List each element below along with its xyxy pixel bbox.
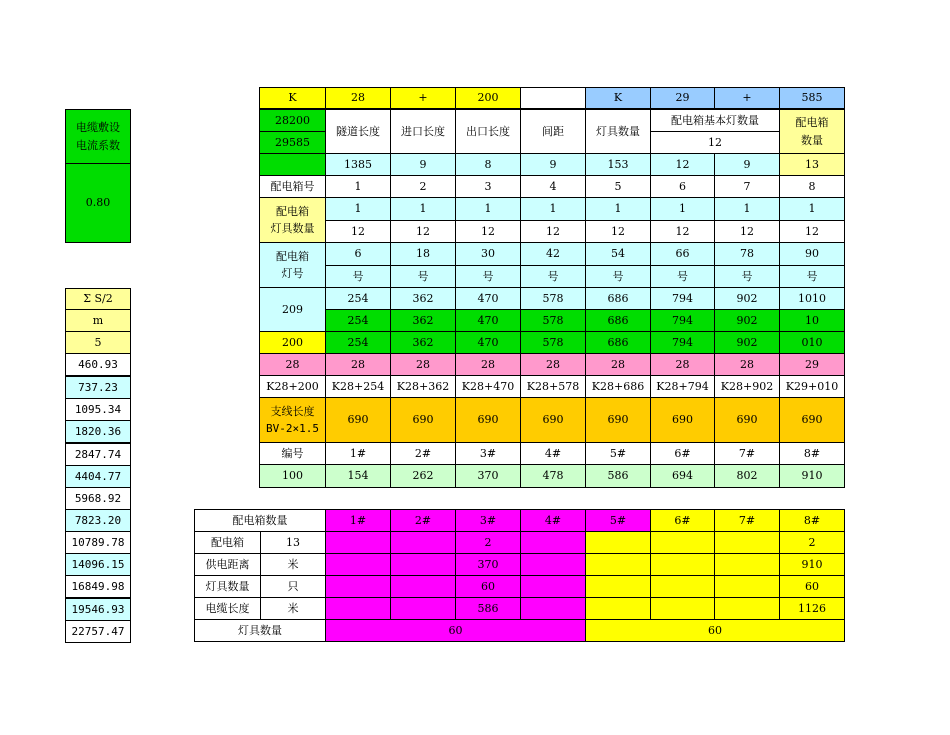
header-cell: + <box>390 87 456 109</box>
distance-value: 154 <box>325 464 391 488</box>
km-value: 29 <box>779 353 845 376</box>
summary-value: 9 <box>714 153 780 176</box>
lower-cell <box>585 597 651 620</box>
dist200-value: 686 <box>585 331 651 354</box>
lower-cell: 60 <box>455 575 521 598</box>
lamp-no-value: 90 <box>779 242 845 266</box>
branch-value: 690 <box>520 397 586 443</box>
lower-cell <box>520 553 586 576</box>
lower-total-label: 灯具数量 <box>194 619 326 642</box>
lower-cell <box>520 597 586 620</box>
summary-value: 8 <box>455 153 521 176</box>
numbering-value: 3# <box>455 442 521 465</box>
box-no-value: 2 <box>390 175 456 198</box>
box-base-label: 配电箱基本灯数量 <box>650 109 780 132</box>
lower-cell <box>325 553 391 576</box>
box-lamps-total: 12 <box>520 220 586 243</box>
header-cell: + <box>714 87 780 109</box>
dist-value: 1010 <box>779 287 845 310</box>
lower-box-label: 5# <box>585 509 651 532</box>
header-cell: 585 <box>779 87 845 109</box>
box-no-label: 配电箱号 <box>259 175 326 198</box>
lamp-no-value: 54 <box>585 242 651 266</box>
dist200-value: 254 <box>325 331 391 354</box>
box-count-title-line1: 配电箱 <box>795 116 829 130</box>
lower-box-label: 2# <box>390 509 456 532</box>
box-lamps-total: 12 <box>325 220 391 243</box>
lower-cell <box>650 531 715 554</box>
lower-cell: 1126 <box>779 597 845 620</box>
km-value: 28 <box>455 353 521 376</box>
sum-value: 19546.93 <box>65 598 131 621</box>
lower-row-label: 供电距离 <box>194 553 261 576</box>
lower-cell: 370 <box>455 553 521 576</box>
lamp-no-value: 30 <box>455 242 521 266</box>
lower-cell <box>325 575 391 598</box>
dist-value: 686 <box>585 287 651 310</box>
numbering-label: 编号 <box>259 442 326 465</box>
sum-value: 1095.34 <box>65 398 131 421</box>
coeff-value: 0.80 <box>65 163 131 243</box>
lower-cell <box>714 531 780 554</box>
box-lamps-label-line1: 配电箱 <box>276 204 309 218</box>
km-value: 28 <box>520 353 586 376</box>
start-station: 28200 <box>259 109 326 132</box>
lower-cell: 2 <box>455 531 521 554</box>
distance-value: 802 <box>714 464 780 488</box>
distance-value: 100 <box>259 464 326 488</box>
dist200-value: 362 <box>390 331 456 354</box>
dist200-value: 578 <box>520 331 586 354</box>
lamp-no-value: 66 <box>650 242 715 266</box>
lamp-no-suffix: 号 <box>779 265 845 288</box>
box-no-value: 5 <box>585 175 651 198</box>
title-exit_length: 出口长度 <box>455 109 521 154</box>
summary-value: 9 <box>520 153 586 176</box>
branch-value: 690 <box>585 397 651 443</box>
lower-cell <box>390 597 456 620</box>
km-value: 28 <box>259 353 326 376</box>
dist200-value: 010 <box>779 331 845 354</box>
box-lamps-total: 12 <box>779 220 845 243</box>
dist-value-mod: 794 <box>650 309 715 332</box>
lamp-no-value: 42 <box>520 242 586 266</box>
box-lamps-total: 12 <box>714 220 780 243</box>
sum-value: 2847.74 <box>65 443 131 466</box>
lower-cell <box>650 553 715 576</box>
box-lamps-label-line2: 灯具数量 <box>270 222 315 235</box>
dist200-value: 902 <box>714 331 780 354</box>
coeff-label <box>65 109 131 164</box>
summary-value: 1385 <box>325 153 391 176</box>
sum-value: 4404.77 <box>65 465 131 488</box>
dist-value-mod: 254 <box>325 309 391 332</box>
lower-cell <box>390 553 456 576</box>
distance-value: 586 <box>585 464 651 488</box>
summary-value: 13 <box>779 153 845 176</box>
lamp-no-value: 18 <box>390 242 456 266</box>
lamp-no-label-line2: 灯号 <box>281 267 304 280</box>
sum-value: 460.93 <box>65 353 131 376</box>
summary-blank <box>259 153 326 176</box>
dist-value-mod: 470 <box>455 309 521 332</box>
header-cell: K <box>259 87 326 109</box>
lower-cell: 60 <box>779 575 845 598</box>
box-base-value: 12 <box>650 131 780 154</box>
box-no-value: 6 <box>650 175 715 198</box>
sum-value: 22757.47 <box>65 620 131 643</box>
numbering-value: 2# <box>390 442 456 465</box>
lamp-no-label-line1: 配电箱 <box>276 249 309 263</box>
sum-value: 16849.98 <box>65 575 131 598</box>
box-no-value: 7 <box>714 175 780 198</box>
box-no-value: 8 <box>779 175 845 198</box>
km-value: 28 <box>390 353 456 376</box>
box-lamps-value: 1 <box>390 197 456 221</box>
dist200-value: 794 <box>650 331 715 354</box>
lower-row-label: 电缆长度 <box>194 597 261 620</box>
lower-row-label: 灯具数量 <box>194 575 261 598</box>
lower-cell <box>714 597 780 620</box>
dist-value-mod: 578 <box>520 309 586 332</box>
lower-cell <box>714 575 780 598</box>
lower-cell: 586 <box>455 597 521 620</box>
distance-value: 694 <box>650 464 715 488</box>
sum-value: 737.23 <box>65 376 131 399</box>
summary-value: 9 <box>390 153 456 176</box>
dist-value-mod: 902 <box>714 309 780 332</box>
header-cell <box>520 87 586 109</box>
dist-value: 578 <box>520 287 586 310</box>
distance-value: 478 <box>520 464 586 488</box>
lower-box-label: 4# <box>520 509 586 532</box>
title-spacing: 间距 <box>520 109 586 154</box>
station-label: K28+686 <box>585 375 651 398</box>
lamp-no-suffix: 号 <box>650 265 715 288</box>
dist-value: 362 <box>390 287 456 310</box>
five-label: 5 <box>65 331 131 354</box>
distance-value: 262 <box>390 464 456 488</box>
box-no-value: 4 <box>520 175 586 198</box>
lower-cell <box>714 553 780 576</box>
lower-cell <box>520 575 586 598</box>
branch-value: 690 <box>714 397 780 443</box>
box-lamps-value: 1 <box>650 197 715 221</box>
lower-box-label: 7# <box>714 509 780 532</box>
station-label: K29+010 <box>779 375 845 398</box>
lamp-no-label <box>259 242 326 288</box>
dist200-value: 470 <box>455 331 521 354</box>
title-tunnel_length: 隧道长度 <box>325 109 391 154</box>
lower-total-m: 60 <box>325 619 586 642</box>
lower-box-label: 3# <box>455 509 521 532</box>
lower-cell: 2 <box>779 531 845 554</box>
coeff-label-line2: 电流系数 <box>76 138 120 152</box>
lower-row-label: 配电箱 <box>194 531 261 554</box>
distance-value: 370 <box>455 464 521 488</box>
dist-value: 254 <box>325 287 391 310</box>
box-lamps-value: 1 <box>520 197 586 221</box>
header-cell: 28 <box>325 87 391 109</box>
lower-row-unit: 只 <box>260 575 326 598</box>
lower-cell <box>390 531 456 554</box>
lamp-no-suffix: 号 <box>714 265 780 288</box>
distance-value: 910 <box>779 464 845 488</box>
branch-value: 690 <box>779 397 845 443</box>
title-lamp_count: 灯具数量 <box>585 109 651 154</box>
station-label: K28+254 <box>325 375 391 398</box>
lower-box-label: 1# <box>325 509 391 532</box>
dist-value-mod: 686 <box>585 309 651 332</box>
box-lamps-total: 12 <box>585 220 651 243</box>
lower-total-y: 60 <box>585 619 845 642</box>
lower-cell <box>325 597 391 620</box>
lower-cell <box>585 531 651 554</box>
box-count-title-line2: 数量 <box>801 133 823 147</box>
box-lamps-value: 1 <box>455 197 521 221</box>
dist-label: 209 <box>259 287 326 332</box>
sum-value: 1820.36 <box>65 420 131 443</box>
numbering-value: 5# <box>585 442 651 465</box>
lamp-no-value: 78 <box>714 242 780 266</box>
branch-value: 690 <box>650 397 715 443</box>
branch-label <box>259 397 326 443</box>
header-cell: K <box>585 87 651 109</box>
box-count-title <box>779 109 845 154</box>
lower-title: 配电箱数量 <box>194 509 326 532</box>
km-value: 28 <box>650 353 715 376</box>
station-label: K28+578 <box>520 375 586 398</box>
title-entry_length: 进口长度 <box>390 109 456 154</box>
sum-value: 14096.15 <box>65 553 131 576</box>
lamp-no-suffix: 号 <box>520 265 586 288</box>
numbering-value: 7# <box>714 442 780 465</box>
summary-value: 12 <box>650 153 715 176</box>
branch-label-line1: 支线长度 <box>270 404 315 418</box>
lower-box-label: 6# <box>650 509 715 532</box>
box-lamps-total: 12 <box>390 220 456 243</box>
dist200-label: 200 <box>259 331 326 354</box>
lower-cell <box>390 575 456 598</box>
lower-cell: 910 <box>779 553 845 576</box>
sum-value: 7823.20 <box>65 509 131 532</box>
dist-value: 470 <box>455 287 521 310</box>
numbering-value: 4# <box>520 442 586 465</box>
branch-value: 690 <box>325 397 391 443</box>
sum-value: 5968.92 <box>65 487 131 510</box>
lower-cell <box>585 575 651 598</box>
box-lamps-value: 1 <box>325 197 391 221</box>
lamp-no-value: 6 <box>325 242 391 266</box>
lamp-no-suffix: 号 <box>455 265 521 288</box>
branch-label-line2: BV-2×1.5 <box>266 422 319 435</box>
box-lamps-value: 1 <box>779 197 845 221</box>
numbering-value: 1# <box>325 442 391 465</box>
km-value: 28 <box>714 353 780 376</box>
branch-value: 690 <box>390 397 456 443</box>
lamp-no-suffix: 号 <box>325 265 391 288</box>
km-value: 28 <box>325 353 391 376</box>
lower-box-label: 8# <box>779 509 845 532</box>
lamp-no-suffix: 号 <box>585 265 651 288</box>
station-label: K28+794 <box>650 375 715 398</box>
lower-row-unit: 13 <box>260 531 326 554</box>
box-no-value: 3 <box>455 175 521 198</box>
dist-value: 902 <box>714 287 780 310</box>
lower-cell <box>520 531 586 554</box>
unit-label: m <box>65 309 131 332</box>
numbering-value: 8# <box>779 442 845 465</box>
box-lamps-value: 1 <box>714 197 780 221</box>
lamp-no-suffix: 号 <box>390 265 456 288</box>
branch-value: 690 <box>455 397 521 443</box>
station-label: K28+902 <box>714 375 780 398</box>
lower-cell <box>585 553 651 576</box>
box-lamps-total: 12 <box>455 220 521 243</box>
end-station: 29585 <box>259 131 326 154</box>
station-label: K28+200 <box>259 375 326 398</box>
box-lamps-value: 1 <box>585 197 651 221</box>
lower-row-unit: 米 <box>260 597 326 620</box>
dist-value-mod: 10 <box>779 309 845 332</box>
dist-value-mod: 362 <box>390 309 456 332</box>
header-cell: 200 <box>455 87 521 109</box>
lower-cell <box>650 575 715 598</box>
lower-row-unit: 米 <box>260 553 326 576</box>
box-lamps-total: 12 <box>650 220 715 243</box>
sum-label: Σ S/2 <box>65 288 131 310</box>
station-label: K28+362 <box>390 375 456 398</box>
lower-cell <box>325 531 391 554</box>
lower-cell <box>650 597 715 620</box>
coeff-label-line1: 电缆敷设 <box>76 121 120 135</box>
numbering-value: 6# <box>650 442 715 465</box>
header-cell: 29 <box>650 87 715 109</box>
summary-value: 153 <box>585 153 651 176</box>
dist-value: 794 <box>650 287 715 310</box>
box-no-value: 1 <box>325 175 391 198</box>
km-value: 28 <box>585 353 651 376</box>
sum-value: 10789.78 <box>65 531 131 554</box>
station-label: K28+470 <box>455 375 521 398</box>
box-lamps-label <box>259 197 326 243</box>
